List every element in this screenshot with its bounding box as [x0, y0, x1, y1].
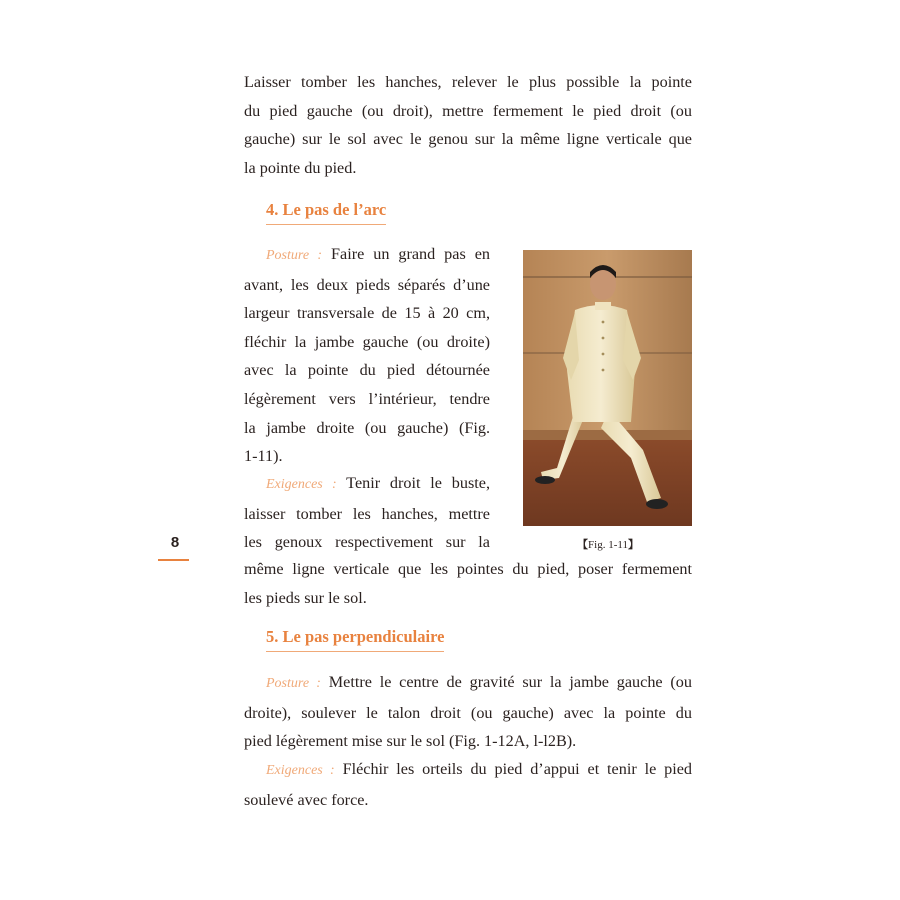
- caption-bracket-close: 】: [627, 539, 639, 551]
- text-line: les pieds sur le sol.: [244, 588, 367, 607]
- section4-posture-paragraph: [244, 240, 490, 471]
- text-line: fléchir la jambe gauche (ou droite): [244, 332, 490, 351]
- text-line: la pointe du pied.: [244, 158, 357, 177]
- text-span: Mettre le centre de gravité sur la jambe gauche (ou: [320, 673, 692, 691]
- text-line: avec la pointe du pied détournée: [244, 361, 490, 380]
- caption-bracket-open: 【: [577, 539, 589, 551]
- text-line: Laisser tomber les hanches, relever le plus possible la pointe: [244, 73, 692, 91]
- exigences-label: Exigences :: [266, 477, 337, 492]
- figure-caption: [548, 536, 668, 552]
- text-line: laisser tomber les hanches, mettre: [244, 504, 490, 523]
- text-line: même ligne verticale que les pointes du pied, poser fermement: [244, 560, 692, 578]
- text-line: du pied gauche (ou droit), mettre fermement le pied droit (ou: [244, 101, 692, 120]
- text-line: [244, 755, 692, 786]
- text-line: la jambe droite (ou gauche) (Fig.: [244, 418, 490, 437]
- text-line: pied légèrement mise sur le sol (Fig. 1-12A, l-l2B).: [244, 732, 577, 751]
- text-line: avant, les deux pieds séparés d’une: [244, 275, 490, 294]
- page-number-underline: [158, 559, 189, 561]
- section-heading-5: 5. Le pas perpendiculaire: [266, 627, 444, 652]
- section5-posture-paragraph: [244, 668, 692, 756]
- caption-text: Fig. 1-11: [588, 539, 628, 551]
- section4-exigences-paragraph: [244, 469, 490, 557]
- text-line: gauche) sur le sol avec le genou sur la même ligne verticale que: [244, 130, 692, 149]
- text-line: largeur transversale de 15 à 20 cm,: [244, 304, 490, 323]
- section5-exigences-paragraph: [244, 755, 692, 814]
- text-line: [244, 240, 490, 271]
- text-span: Tenir droit le buste,: [336, 474, 490, 492]
- text-line: légèrement vers l’intérieur, tendre: [244, 389, 490, 408]
- section-heading-4: 4. Le pas de l’arc: [266, 200, 386, 225]
- text-line: soulevé avec force.: [244, 790, 369, 809]
- posture-label: Posture :: [266, 676, 321, 691]
- text-line: [244, 469, 490, 500]
- text-span: Faire un grand pas en: [322, 245, 490, 263]
- text-line: [244, 668, 692, 699]
- section4-continuation: [244, 555, 692, 612]
- text-line: les genoux respectivement sur la: [244, 533, 490, 552]
- figure-photo: [523, 250, 692, 526]
- page-number: 8: [170, 534, 180, 551]
- text-line: droite), soulever le talon droit (ou gauche) avec la pointe du: [244, 703, 692, 722]
- intro-paragraph: [244, 68, 692, 182]
- posture-label: Posture :: [266, 248, 323, 263]
- exigences-label: Exigences :: [266, 763, 335, 778]
- text-span: Fléchir les orteils du pied d’appui et tenir le pied: [334, 760, 692, 778]
- text-line: 1-11).: [244, 447, 283, 466]
- tai-chi-figure-illustration: [523, 250, 692, 526]
